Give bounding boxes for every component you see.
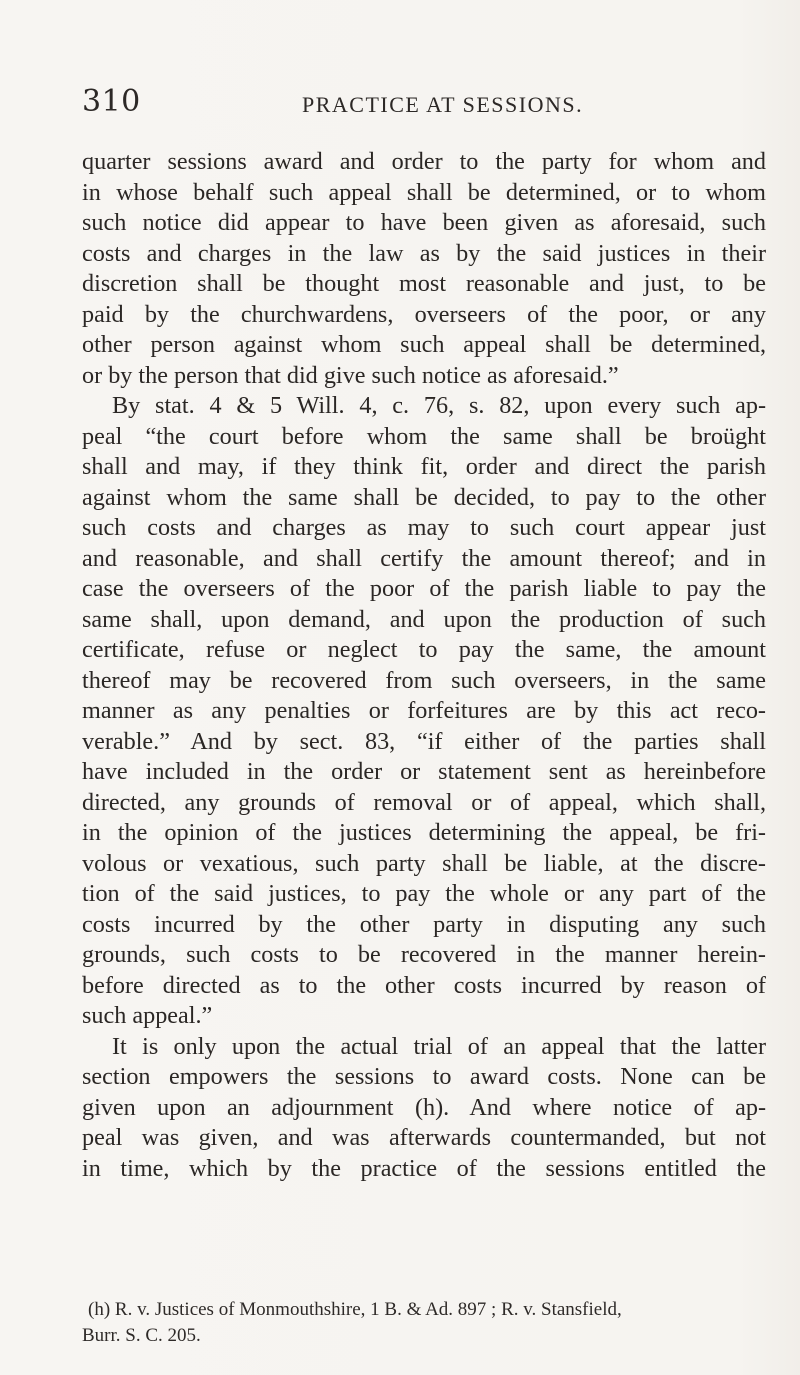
text-line: in time, which by the practice of the sessions entitled the (82, 1154, 766, 1182)
page-number: 310 (82, 84, 141, 119)
text-line: manner as any penalties or forfeitures are by this act reco- (82, 697, 766, 724)
footnotes (82, 1297, 766, 1349)
text-line: given upon an adjournment (h). And where notice of ap- (82, 1093, 766, 1121)
text-line: case the overseers of the poor of the parish liable to pay the (82, 575, 766, 602)
text-line: such appeal.” (82, 1002, 213, 1029)
footnote-line: Burr. S. C. 205. (82, 1325, 201, 1346)
text-line: shall and may, if they think fit, order and direct the parish (82, 453, 766, 480)
text-line: costs and charges in the law as by the said justices in their (82, 239, 766, 267)
text-line: in whose behalf such appeal shall be determined, or to whom (82, 178, 766, 206)
text-line: other person against whom such appeal shall be determined, (82, 331, 766, 358)
text-line: peal was given, and was afterwards countermanded, but not (82, 1124, 766, 1151)
text-line: It is only upon the actual trial of an appeal that the latter (112, 1032, 766, 1060)
text-line: or by the person that did give such notice as aforesaid.” (82, 361, 619, 389)
text-line: section empowers the sessions to award costs. None can be (82, 1063, 766, 1090)
text-line: against whom the same shall be decided, to pay to the other (82, 483, 766, 511)
text-line: costs incurred by the other party in disputing any such (82, 910, 766, 938)
text-line: such notice did appear to have been given as aforesaid, such (82, 209, 766, 236)
text-line: such costs and charges as may to such court appear just (82, 514, 766, 541)
text-line: before directed as to the other costs incurred by reason of (82, 971, 766, 999)
text-line: have included in the order or statement sent as hereinbefore (82, 758, 766, 785)
body-text (82, 147, 766, 1184)
text-line: volous or vexatious, such party shall be liable, at the discre- (82, 849, 766, 877)
text-line: certificate, refuse or neglect to pay the same, the amount (82, 636, 766, 663)
text-line: discretion shall be thought most reasonable and just, to be (82, 270, 766, 297)
text-line: thereof may be recovered from such overseers, in the same (82, 666, 766, 694)
page-header (82, 84, 742, 124)
running-head: PRACTICE AT SESSIONS. (302, 92, 584, 117)
text-line: paid by the churchwardens, overseers of the poor, or any (82, 300, 766, 328)
text-line: and reasonable, and shall certify the amount thereof; and in (82, 544, 766, 572)
text-line: quarter sessions award and order to the party for whom and (82, 148, 766, 175)
footnote-line: (h) R. v. Justices of Monmouthshire, 1 B. & Ad. 897 ; R. v. Stansfield, (88, 1299, 622, 1320)
text-line: directed, any grounds of removal or of appeal, which shall, (82, 788, 766, 816)
text-line: in the opinion of the justices determining the appeal, be fri- (82, 819, 766, 846)
text-line: peal “the court before whom the same shall be broüght (82, 422, 766, 450)
text-line: verable.” And by sect. 83, “if either of the parties shall (82, 727, 766, 755)
text-line: By stat. 4 & 5 Will. 4, c. 76, s. 82, upon every such ap- (112, 392, 766, 419)
text-line: grounds, such costs to be recovered in the manner herein- (82, 941, 766, 968)
text-line: same shall, upon demand, and upon the production of such (82, 605, 766, 633)
text-line: tion of the said justices, to pay the whole or any part of the (82, 880, 766, 907)
